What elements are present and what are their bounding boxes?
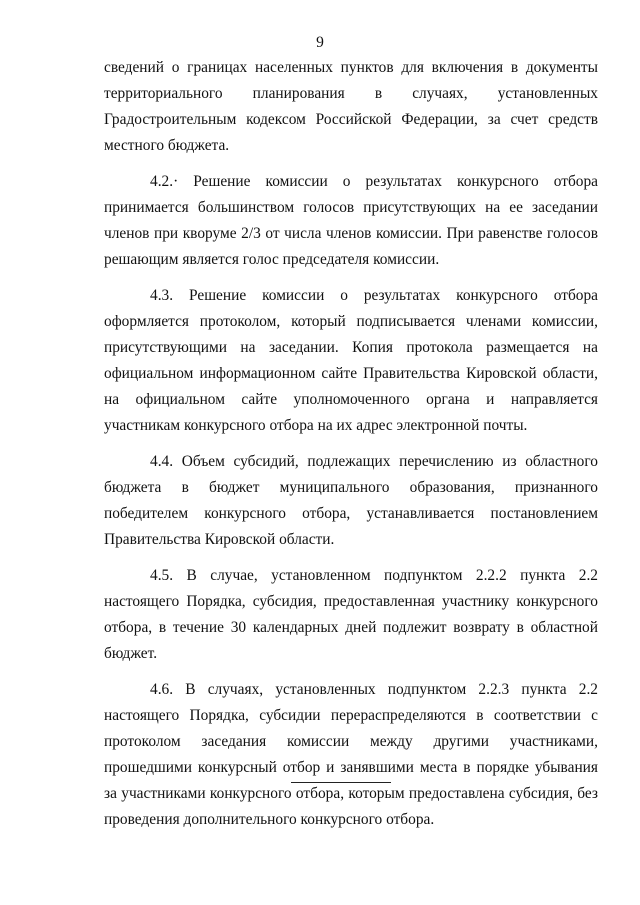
document-body xyxy=(104,55,598,843)
paragraph-continuation: сведений о границах населенных пунктов для включения в документы территориального планирования в случаях, установленных Градостроительным кодексом Российской Федерации, за счет средств местного бюджета. xyxy=(104,59,598,154)
paragraph-4-2: 4.2.· Решение комиссии о результатах конкурсного отбора принимается большинством голосов присутствующих на ее заседании членов при кворуме 2/3 от числа членов комиссии. При равенстве голосов решающим является голос председателя комиссии. xyxy=(104,173,598,268)
paragraph-4-5: 4.5. В случае, установленном подпунктом 2.2.2 пункта 2.2 настоящего Порядка, субсидия, предоставленная участнику конкурсного отбора, в течение 30 календарных дней подлежит возврату в областной бюджет. xyxy=(104,567,598,662)
end-divider xyxy=(291,782,391,783)
paragraph-4-6: 4.6. В случаях, установленных подпунктом 2.2.3 пункта 2.2 настоящего Порядка, субсидии перераспределяются в соответствии с протоколом заседания комиссии между другими участниками, прошедшими конкурсный отбор и занявшими места в порядке убывания за участниками конкурсного отбора, которым предоставлена субсидия, без проведения дополнительного конкурсного отбора. xyxy=(104,681,598,828)
paragraph-4-3: 4.3. Решение комиссии о результатах конкурсного отбора оформляется протоколом, который подписывается членами комиссии, присутствующими на заседании. Копия протокола размещается на официальном информационном сайте Правительства Кировской области, на официальном сайте уполномоченного органа и направляется участникам конкурсного отбора на их адрес электронной почты. xyxy=(104,287,598,434)
paragraph-4-4: 4.4. Объем субсидий, подлежащих перечислению из областного бюджета в бюджет муниципального образования, признанного победителем конкурсного отбора, устанавливается постановлением Правительства Кировской области. xyxy=(104,453,598,548)
page-number: 9 xyxy=(316,34,324,51)
